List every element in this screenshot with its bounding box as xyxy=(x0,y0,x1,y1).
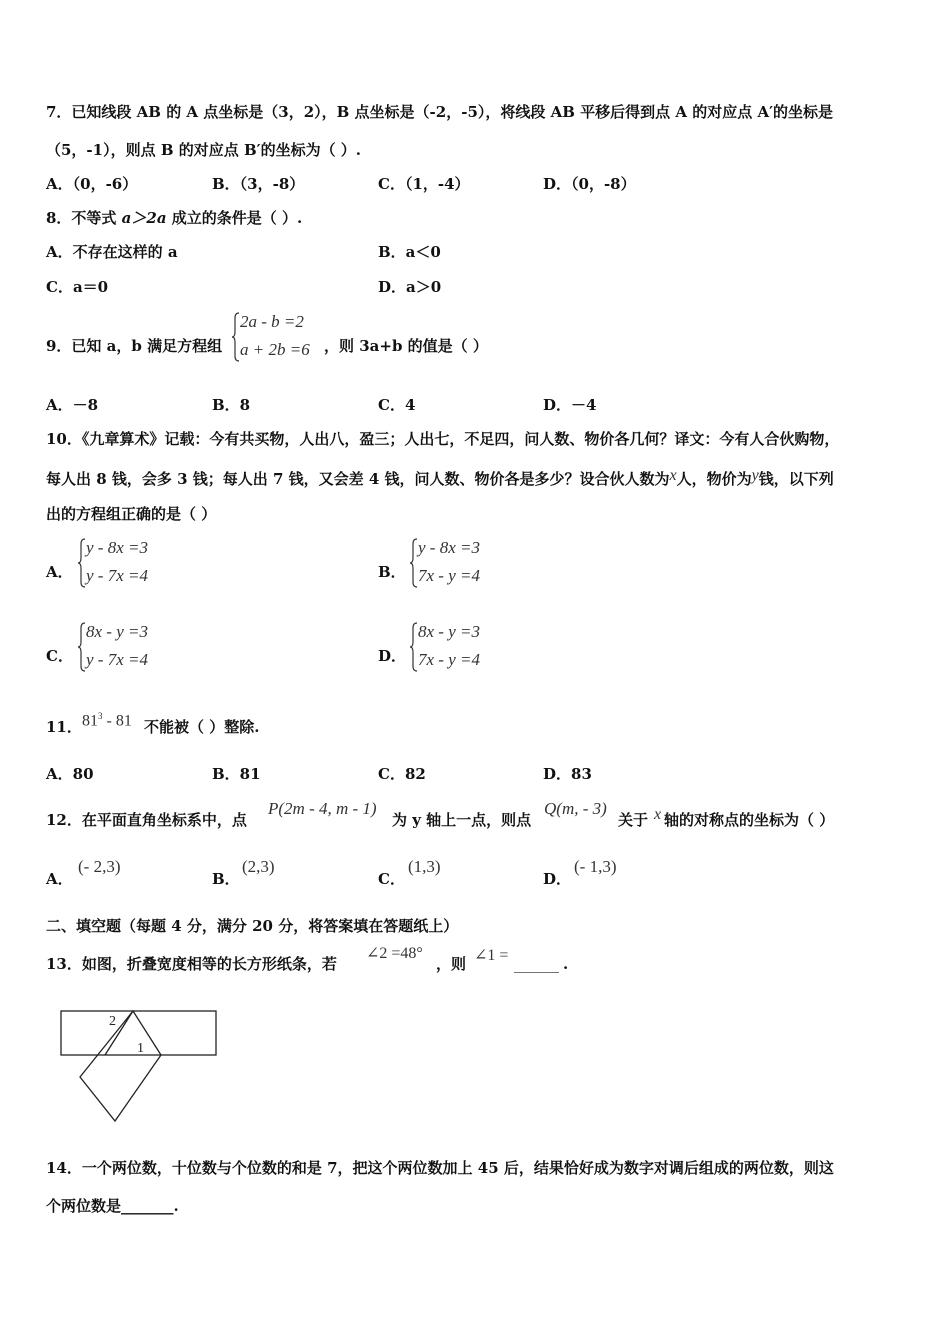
q12-option-b-label: B． xyxy=(212,870,240,888)
q7-option-a: A．（0，-6） xyxy=(46,175,138,193)
q8-option-b: B．a＜0 xyxy=(378,243,441,261)
q12-option-d-value: (- 1,3) xyxy=(574,857,617,876)
q12-option-d-label: D． xyxy=(543,870,572,888)
q12-stem-post: 轴的对称点的坐标为（ ） xyxy=(664,811,835,829)
q10-option-c-label: C． xyxy=(46,647,73,665)
angle-1-label: 1 xyxy=(137,1041,144,1056)
q12-var-x: x xyxy=(654,806,662,823)
q11-option-b: B．81 xyxy=(212,765,261,783)
q13-stem-post: . xyxy=(563,955,569,973)
q10-stem-line3: 出的方程组正确的是（ ） xyxy=(46,505,217,523)
q10-var-y: y xyxy=(751,467,759,484)
q10-line2-pre: 每人出 8 钱，会多 3 钱；每人出 7 钱，又会差 4 钱，问人数、物价各是多少？设合伙人数为 xyxy=(46,470,670,488)
q10-option-c-system xyxy=(78,622,178,678)
q9-option-c: C．4 xyxy=(378,396,416,414)
q8-stem xyxy=(46,208,302,228)
q9-eq2: a + 2b =6 xyxy=(240,340,310,359)
q10-a-eq2: y - 7x =4 xyxy=(86,566,148,585)
q14-stem-line2: 个两位数是_______. xyxy=(46,1197,179,1215)
q9-option-b: B．8 xyxy=(212,396,251,414)
q12-point-q: Q(m, - 3) xyxy=(544,799,607,818)
q13-stem-pre: 13．如图，折叠宽度相等的长方形纸条，若 xyxy=(46,955,337,973)
q11-number: 11． xyxy=(46,718,82,736)
q10-c-eq2: y - 7x =4 xyxy=(86,650,148,669)
folded-flap xyxy=(80,1011,161,1121)
q11-option-c: C．82 xyxy=(378,765,426,783)
section-heading-fill-blank: 二、填空题（每题 4 分，满分 20 分，将答案填在答题纸上） xyxy=(46,917,459,935)
q7-option-b: B．（3，-8） xyxy=(212,175,305,193)
q12-option-a-label: A． xyxy=(46,870,73,888)
q9-option-d: D．－4 xyxy=(543,396,597,414)
q10-option-a-label: A． xyxy=(46,563,73,581)
q12-option-c-value: (1,3) xyxy=(408,857,441,876)
q13-stem-mid: ，则 xyxy=(436,955,467,973)
q13-folded-strip-figure xyxy=(58,1005,223,1125)
q8-option-c: C．a＝0 xyxy=(46,278,109,296)
q9-option-a: A．－8 xyxy=(46,396,99,414)
angle-2-label: 2 xyxy=(109,1014,116,1029)
q7-option-c: C．（1，-4） xyxy=(378,175,470,193)
q12-option-c-label: C． xyxy=(378,870,405,888)
q11-option-a: A．80 xyxy=(46,765,94,783)
brace-icon xyxy=(410,538,418,588)
q10-line2-mid: 人，物价为 xyxy=(676,470,752,488)
brace-icon xyxy=(410,622,418,672)
q11-expr-rest: - 81 xyxy=(102,712,132,730)
q12-option-b-value: (2,3) xyxy=(242,857,275,876)
q10-b-eq1: y - 8x =3 xyxy=(418,538,480,557)
q12-stem-pre: 12．在平面直角坐标系中，点 xyxy=(46,811,247,829)
q10-d-eq2: 7x - y =4 xyxy=(418,650,480,669)
q10-line2-post: 钱，以下列 xyxy=(758,470,834,488)
brace-icon xyxy=(232,312,240,362)
q11-expr-base: 81 xyxy=(82,712,98,730)
q8-stem-post: 成立的条件是（ ）. xyxy=(166,209,303,227)
q8-option-a: A．不存在这样的 a xyxy=(46,243,178,261)
q12-option-a-value: (- 2,3) xyxy=(78,857,121,876)
q9-stem-post: ，则 3a+b 的值是（ ） xyxy=(324,337,488,355)
q11-option-d: D．83 xyxy=(543,765,592,783)
q10-c-eq1: 8x - y =3 xyxy=(86,622,148,641)
q8-option-d: D．a＞0 xyxy=(378,278,442,296)
brace-icon xyxy=(78,622,86,672)
q13-angle1: ∠1 = xyxy=(474,947,509,964)
q7-stem-line1: 7．已知线段 AB 的 A 点坐标是（3，2），B 点坐标是（-2，-5），将线段 AB 平移后得到点 A 的对应点 A′的坐标是 xyxy=(46,103,834,121)
q10-option-b-label: B． xyxy=(378,563,406,581)
q10-a-eq1: y - 8x =3 xyxy=(86,538,148,557)
q10-option-d-label: D． xyxy=(378,647,407,665)
q11-expr-exp: 3 xyxy=(98,711,103,721)
q8-stem-pre: 8．不等式 xyxy=(46,209,122,227)
q9-stem-pre: 9．已知 a，b 满足方程组 xyxy=(46,337,223,355)
q10-d-eq1: 8x - y =3 xyxy=(418,622,480,641)
q10-option-d-system xyxy=(410,622,510,678)
q14-stem-line1: 14．一个两位数，十位数与个位数的和是 7，把这个两位数加上 45 后，结果恰好成为数字对调后组成的两位数，则这 xyxy=(46,1159,834,1177)
q12-stem-mid2: 关于 xyxy=(618,811,649,829)
q9-equation-system xyxy=(232,312,322,368)
q10-stem-line2 xyxy=(46,466,834,489)
q11-expression xyxy=(82,706,132,731)
q13-blank: ______ xyxy=(514,955,559,973)
q7-option-d: D．（0，-8） xyxy=(543,175,636,193)
q10-var-x: x xyxy=(669,467,677,484)
q7-stem-line2: （5，-1），则点 B 的对应点 B′的坐标为（ ）. xyxy=(46,141,362,159)
q10-option-a-system xyxy=(78,538,178,594)
q10-option-b-system xyxy=(410,538,510,594)
q8-inequality: a＞2a xyxy=(121,209,167,227)
q12-stem-mid: 为 y 轴上一点，则点 xyxy=(392,811,532,829)
q12-point-p: P(2m - 4, m - 1) xyxy=(268,799,377,818)
q11-stem-post: 不能被（ ）整除. xyxy=(144,718,260,736)
q10-stem-line1: 10．《九章算术》记载：今有共买物，人出八，盈三；人出七，不足四，问人数、物价各几何？译文：今有人合伙购物， xyxy=(46,430,840,448)
q13-angle2: ∠2 =48° xyxy=(366,945,423,962)
brace-icon xyxy=(78,538,86,588)
q9-eq1: 2a - b =2 xyxy=(240,312,304,331)
q10-b-eq2: 7x - y =4 xyxy=(418,566,480,585)
